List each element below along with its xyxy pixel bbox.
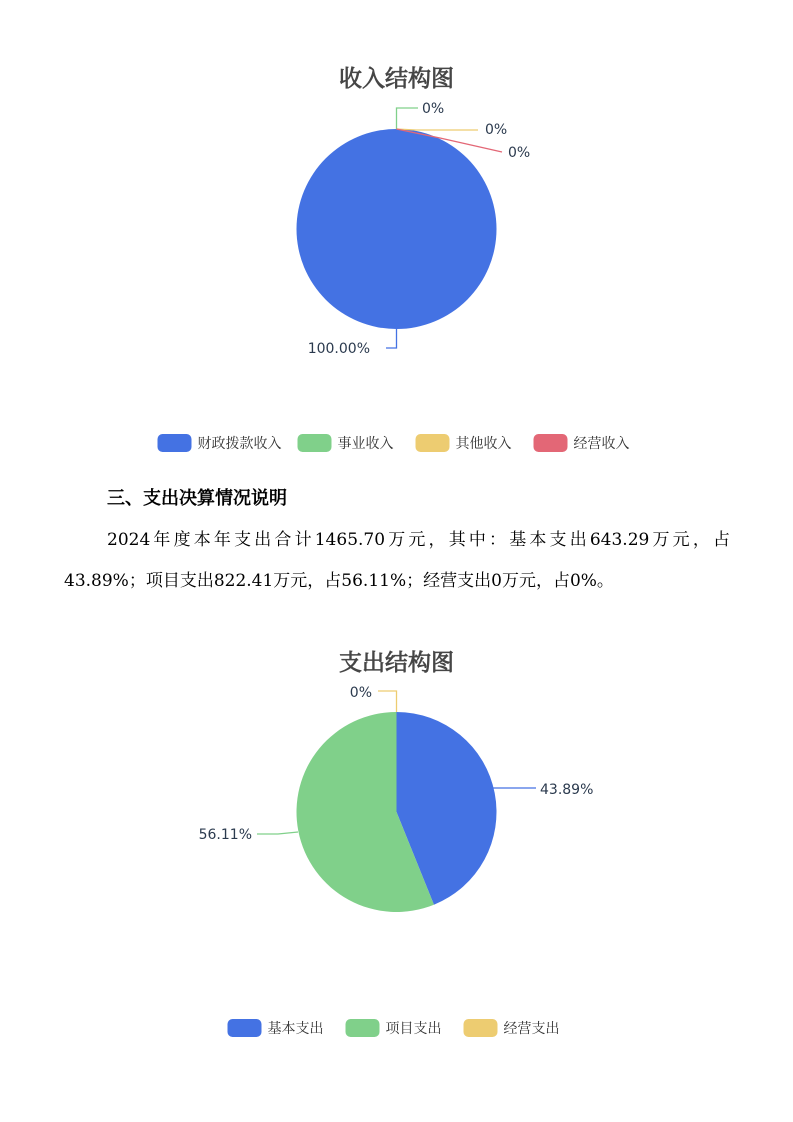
expense-leader-line-3	[378, 691, 397, 712]
income-pie-slices	[297, 129, 497, 329]
income-legend-label-1[interactable]: 财政拨款收入	[197, 436, 282, 452]
expense-legend-label-2[interactable]: 项目支出	[385, 1021, 442, 1037]
section-heading: 三、支出决算情况说明	[107, 488, 287, 509]
income-pie-chart	[0, 0, 793, 470]
expense-legend-label-1[interactable]: 基本支出	[267, 1021, 324, 1037]
income-leader-line-2	[397, 108, 419, 129]
expense-legend-swatch-2[interactable]	[346, 1019, 380, 1037]
expense-pie-chart	[0, 640, 793, 1060]
income-slice-label-3: 0%	[485, 122, 508, 138]
income-legend-label-3[interactable]: 其他收入	[455, 436, 512, 452]
expense-slice-label-1: 43.89%	[540, 782, 594, 798]
income-legend-swatch-1[interactable]	[158, 434, 192, 452]
income-slice-label-1: 100.00%	[307, 341, 370, 357]
expense-slice-label-3: 0%	[349, 685, 372, 701]
expense-legend	[228, 1019, 560, 1037]
income-slice-label-4: 0%	[508, 145, 531, 161]
expense-legend-swatch-1[interactable]	[228, 1019, 262, 1037]
income-legend-swatch-3[interactable]	[416, 434, 450, 452]
income-legend-label-4[interactable]: 经营收入	[573, 436, 630, 452]
expense-legend-label-3[interactable]: 经营支出	[503, 1021, 560, 1037]
expense-chart-title: 支出结构图	[339, 650, 454, 676]
income-legend	[158, 434, 630, 452]
income-leader-line-1	[386, 329, 397, 348]
income-legend-swatch-4[interactable]	[534, 434, 568, 452]
income-chart-title: 收入结构图	[339, 66, 454, 92]
expense-legend-swatch-3[interactable]	[464, 1019, 498, 1037]
expense-slice-label-2: 56.11%	[198, 827, 252, 843]
expense-summary-paragraph: 2024年度本年支出合计1465.70万元，其中：基本支出643.29万元，占43.89%；项目支出822.41万元，占56.11%；经营支出0万元，占0%。	[64, 530, 730, 591]
expense-pie-slices	[296, 712, 496, 912]
income-slice-label-2: 0%	[422, 101, 445, 117]
expense-leader-line-2	[257, 832, 298, 834]
income-legend-swatch-2[interactable]	[298, 434, 332, 452]
income-slice-1	[297, 129, 497, 329]
income-leader-line-3	[397, 129, 479, 130]
income-legend-label-2[interactable]: 事业收入	[337, 436, 394, 452]
